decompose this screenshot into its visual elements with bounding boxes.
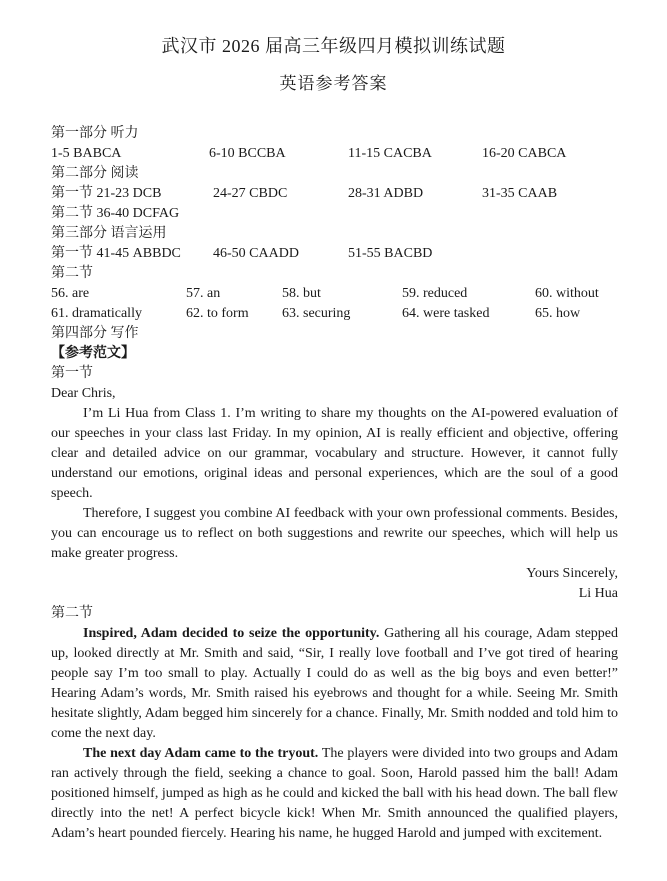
page-subtitle: 英语参考答案 [279, 74, 388, 93]
fill-answer: 60. without [535, 286, 599, 301]
fill-answer: 61. dramatically [51, 306, 142, 321]
answer-group: 28-31 ADBD [348, 186, 424, 201]
answer-group: 51-55 BACBD [348, 246, 433, 261]
letter-closing: Yours Sincerely, [526, 566, 618, 581]
part2-heading: 第二部分 阅读 [51, 166, 139, 181]
part3-fill-row-1 [51, 284, 611, 304]
part3-section2-heading: 第二节 [51, 266, 93, 281]
part3-section1-row [51, 244, 611, 264]
letter-greeting: Dear Chris, [51, 386, 116, 401]
answer-group: 46-50 CAADD [213, 246, 299, 261]
part3-heading: 第三部分 语言运用 [51, 226, 167, 241]
part1-heading: 第一部分 听力 [51, 126, 139, 141]
story-paragraph-1: Inspired, Adam decided to seize the opportunity. Gathering all his courage, Adam stepped up, looked directly at Mr. Smith and said, “Sir, I really love football and I’ve got tired of hearing people say I’m too small to play. Actually I could do as well as the big boys and even better!” Hearing Adam’s words, Mr. Smith raised his eyebrows and thought for a while. Seeing Mr. Smith hesitate slightly, Adam begged him sincerely for a chance. Finally, Mr. Smith nodded and told him to come the next day. [51, 626, 618, 741]
part1-answers-row [51, 144, 611, 164]
letter-paragraph-2: Therefore, I suggest you combine AI feedback with your own professional comments. Besides, you can encourage us to reflect on both suggestions and rewrite our speeches, which will help us make greater progress. [51, 506, 618, 561]
fill-answer: 56. are [51, 286, 90, 301]
letter-paragraph-1: I’m Li Hua from Class 1. I’m writing to share my thoughts on the AI-powered evaluation of our speeches in your class last Friday. In my opinion, AI is really efficient and objective, offering clear and detailed advice on our grammar, vocabulary and structure. However, it cannot fully understand our emotions, original ideas and personal experiences, which are the soul of a good speech. [51, 406, 618, 501]
part4-section2-heading: 第二节 [51, 606, 93, 621]
answer-group: 16-20 CABCA [482, 146, 567, 161]
story-lead-2: The next day Adam came to the tryout. [83, 746, 319, 761]
fill-answer: 62. to form [186, 306, 249, 321]
fill-answer: 59. reduced [402, 286, 468, 301]
part2-section1-row [51, 184, 611, 204]
page-title: 武汉市 2026 届高三年级四月模拟训练试题 [161, 36, 506, 56]
part4-heading: 第四部分 写作 [51, 326, 139, 341]
fill-answer: 63. securing [282, 306, 351, 321]
answer-group: 31-35 CAAB [482, 186, 558, 201]
fill-answer: 58. but [282, 286, 321, 301]
answer-group: 1-5 BABCA [51, 146, 122, 161]
answer-group: 第一节 21-23 DCB [51, 186, 162, 201]
part4-section1-heading: 第一节 [51, 366, 93, 381]
fill-answer: 57. an [186, 286, 221, 301]
fill-answer: 65. how [535, 306, 581, 321]
fill-answer: 64. were tasked [402, 306, 490, 321]
part3-fill-row-2 [51, 304, 611, 324]
letter-signature: Li Hua [578, 586, 618, 601]
answer-group: 6-10 BCCBA [209, 146, 286, 161]
story-lead-1: Inspired, Adam decided to seize the opportunity. [83, 626, 380, 641]
answer-group: 11-15 CACBA [348, 146, 432, 161]
story-paragraph-2: The next day Adam came to the tryout. The players were divided into two groups and Adam ran actively through the field, seeking a chance to goal. Soon, Harold passed him the ball! Adam positioned himself, jumped as high as he could and kicked the ball with his head down. The ball flew directly into the net! A perfect bicycle kick! When Mr. Smith announced the qualified players, Adam’s heart pounded fiercely. Hearing his name, he hugged Harold and jumped with excitement. [51, 746, 618, 841]
sample-label: 【参考范文】 [51, 346, 135, 361]
answer-group: 24-27 CBDC [213, 186, 288, 201]
answer-group: 第一节 41-45 ABBDC [51, 246, 181, 261]
part2-section2: 第二节 36-40 DCFAG [51, 206, 180, 221]
